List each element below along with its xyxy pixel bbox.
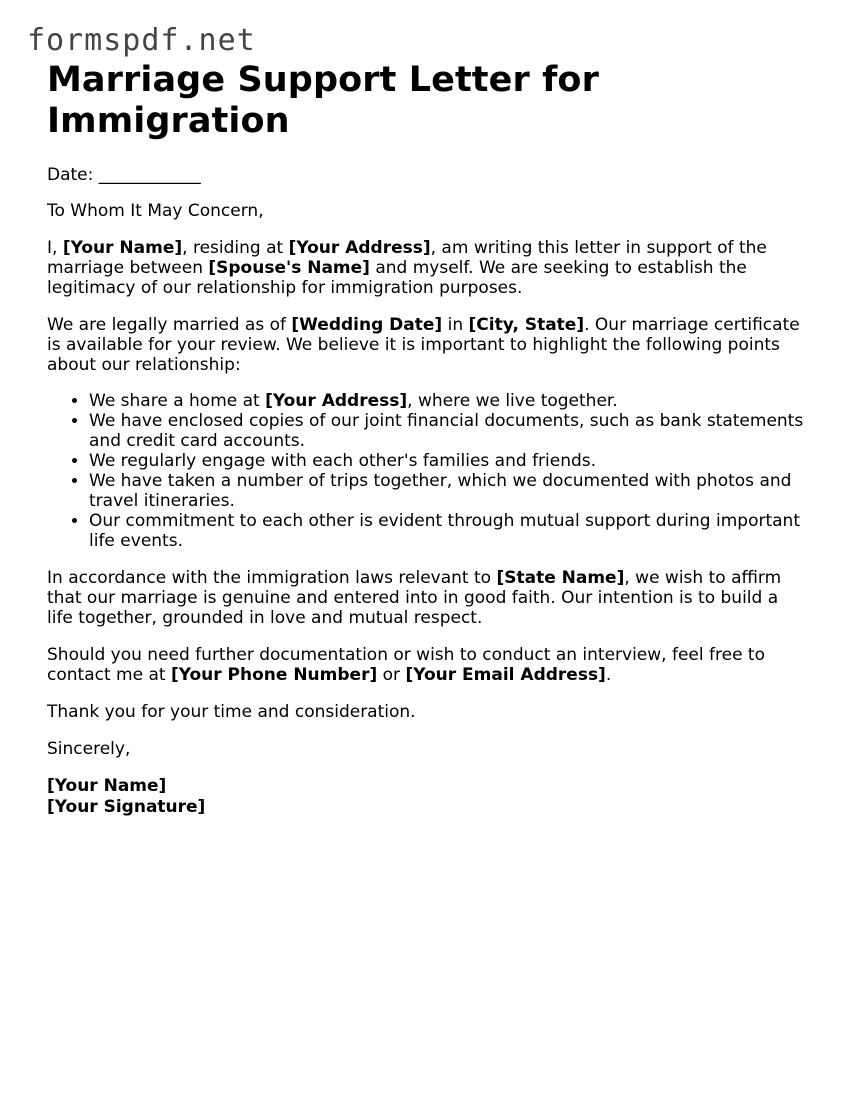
list-item: • We have taken a number of trips together, which we documented with photos and travel itineraries. [89,471,807,511]
intro-paragraph [47,238,807,298]
letter-document [47,60,807,818]
contact-paragraph [47,645,807,685]
relationship-points-list [47,391,807,551]
text-run: in [442,315,469,335]
text-run: and myself. We are seeking to establish the legitimacy of our relationship for immigration purposes. [47,258,747,298]
placeholder-your-address: [Your Address] [288,238,431,258]
list-item: • We regularly engage with each other's families and friends. [89,451,807,471]
closing-line: Sincerely, [47,739,131,759]
text-run: , am writing this letter in support of the marriage between [47,238,767,278]
signature-name: [Your Name] [47,776,167,796]
date-blank: ____________ [98,165,201,185]
placeholder-your-address: [Your Address] [265,391,408,411]
text-run: or [377,665,406,685]
text-run: In accordance with the immigration laws relevant to [47,568,497,588]
placeholder-state-name: [State Name] [496,568,625,588]
date-line [47,165,807,185]
placeholder-your-name: [Your Name] [62,238,183,258]
placeholder-phone-number: [Your Phone Number] [170,665,378,685]
text-run: . Our marriage certificate is available for your review. We believe it is important to highlight the following points about our relationship: [47,315,800,375]
text-run: Should you need further documentation or wish to conduct an interview, feel free to contact me at [47,645,765,685]
signature-placeholder: [Your Signature] [47,797,206,817]
placeholder-wedding-date: [Wedding Date] [291,315,443,335]
text-run: . [605,665,612,685]
thanks-line: Thank you for your time and consideration. [47,702,416,722]
date-label: Date: [47,165,94,185]
letter-title: Marriage Support Letter for Immigration [47,60,599,141]
watermark-brand: formspdf.net [27,23,256,58]
list-item: • We have enclosed copies of our joint financial documents, such as bank statements and credit card accounts. [89,411,807,451]
list-item: • Our commitment to each other is evident through mutual support during important life events. [89,511,807,551]
text-run: , we wish to affirm that our marriage is genuine and entered into in good faith. Our intention is to build a life together, grounded in love and mutual respect. [47,568,782,628]
text-run: We are legally married as of [47,315,292,335]
placeholder-spouse-name: [Spouse's Name] [208,258,370,278]
legal-paragraph [47,568,807,628]
salutation: To Whom It May Concern, [47,201,264,221]
list-item [89,391,807,411]
text-run: I, [47,238,63,258]
text-run: We share a home at [89,391,266,411]
signature-block [47,776,807,818]
text-run: , where we live together. [407,391,618,411]
text-run: , residing at [182,238,289,258]
placeholder-email-address: [Your Email Address] [405,665,606,685]
placeholder-city-state: [City, State] [468,315,585,335]
marriage-paragraph [47,315,807,375]
